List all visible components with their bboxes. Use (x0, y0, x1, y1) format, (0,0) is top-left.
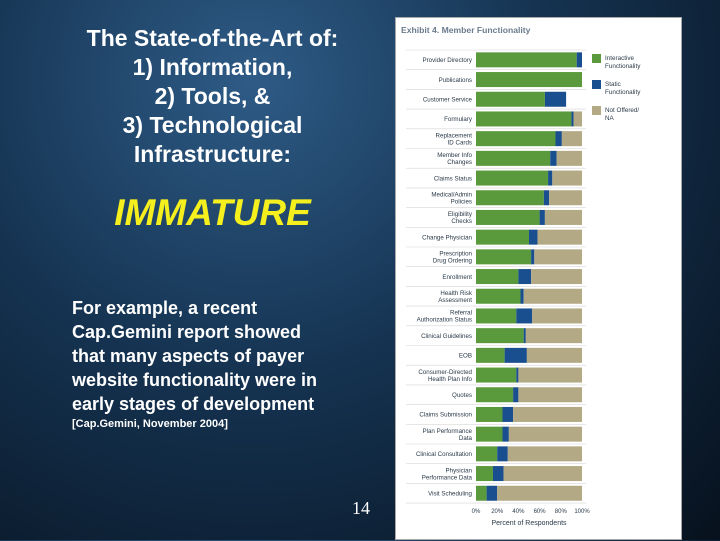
x-tick-label: 60% (533, 509, 546, 516)
bar-segment-interactive (476, 111, 571, 126)
legend-label: Functionality (605, 89, 641, 96)
category-label: Quotes (452, 391, 472, 399)
category-label: Member Info (437, 152, 472, 160)
title-line-4: 3) Technological (122, 112, 303, 138)
legend-label: NA (605, 115, 614, 122)
legend-swatch-interactive (592, 54, 601, 63)
member-functionality-chart (396, 18, 683, 541)
title-line-2: 1) Information, (132, 54, 293, 80)
bar-segment-interactive (476, 486, 487, 501)
bar-segment-not_offered (509, 427, 582, 442)
category-label: Publications (438, 76, 472, 84)
bar-segment-interactive (476, 427, 503, 442)
bar-segment-interactive (476, 190, 544, 205)
bar-segment-interactive (476, 328, 524, 343)
category-label: Medical/Admin (431, 191, 472, 199)
category-label: Enrollment (442, 273, 472, 281)
category-label: Consumer-Directed (418, 368, 472, 376)
bar-segment-not_offered (518, 387, 582, 402)
bar-segment-not_offered (574, 111, 582, 126)
category-label: Drug Ordering (432, 257, 472, 265)
category-label: Visit Scheduling (428, 490, 472, 498)
bar-segment-interactive (476, 446, 497, 461)
body-line-5: early stages of development (72, 394, 315, 414)
bar-segment-static (556, 131, 562, 146)
legend-label: Functionality (605, 63, 641, 70)
exhibit-panel (395, 17, 682, 540)
category-label: Claims Submission (419, 411, 472, 419)
slide-title (40, 24, 385, 169)
bar-segment-interactive (476, 368, 516, 383)
category-label: Physician (445, 467, 472, 475)
bar-segment-interactive (476, 387, 513, 402)
bar-segment-static (571, 111, 573, 126)
immature-headline: IMMATURE (114, 192, 311, 233)
bar-segment-interactive (476, 249, 531, 264)
bar-segment-interactive (476, 92, 545, 107)
bar-segment-not_offered (513, 407, 582, 422)
bar-segment-interactive (476, 407, 503, 422)
bar-segment-not_offered (504, 466, 582, 481)
category-label: Eligibility (447, 211, 472, 219)
category-label: Health Risk (440, 289, 472, 297)
bar-segment-not_offered (562, 131, 582, 146)
bar-segment-interactive (476, 348, 505, 363)
x-axis-label: Percent of Respondents (491, 520, 567, 528)
bar-segment-static (524, 328, 526, 343)
category-label: Replacement (435, 132, 472, 140)
category-label: Clinical Consultation (415, 451, 472, 459)
category-label: Authorization Status (416, 316, 472, 324)
body-line-2: Cap.Gemini report showed (72, 322, 302, 342)
bar-segment-not_offered (524, 289, 582, 304)
legend-swatch-static (592, 80, 601, 89)
body-text (72, 296, 372, 416)
bar-segment-interactive (476, 230, 529, 245)
category-label: Change Physician (422, 234, 472, 242)
body-line-3: that many aspects of payer (72, 346, 305, 366)
bar-segment-static (518, 269, 531, 284)
category-label: Customer Service (422, 96, 472, 104)
bar-segment-not_offered (537, 230, 582, 245)
bar-segment-not_offered (518, 368, 582, 383)
legend-swatch-not_offered (592, 106, 601, 115)
bar-segment-static (513, 387, 518, 402)
category-label: Formulary (444, 116, 472, 124)
category-label: Claims Status (433, 175, 472, 183)
bar-segment-not_offered (552, 171, 582, 186)
category-label: ID Cards (447, 139, 472, 147)
citation: [Cap.Gemini, November 2004] (72, 418, 228, 430)
bar-segment-static (550, 151, 556, 166)
bar-segment-static (544, 190, 549, 205)
bar-segment-not_offered (527, 348, 582, 363)
bar-segment-static (497, 446, 508, 461)
bar-segment-not_offered (508, 446, 582, 461)
x-tick-label: 80% (554, 509, 567, 516)
bar-segment-static (516, 308, 532, 323)
bar-segment-static (503, 407, 514, 422)
bar-segment-not_offered (549, 190, 582, 205)
bar-segment-not_offered (557, 151, 582, 166)
bar-segment-interactive (476, 210, 540, 225)
category-label: Plan Performance (422, 427, 472, 435)
title-line-3: 2) Tools, & (154, 83, 271, 109)
category-label: Checks (451, 218, 472, 226)
category-label: Data (458, 434, 472, 442)
category-label: Assessment (438, 296, 472, 304)
x-tick-label: 40% (512, 509, 525, 516)
title-line-1: The State-of-the-Art of: (86, 25, 339, 51)
bar-segment-not_offered (531, 269, 582, 284)
x-tick-label: 100% (574, 509, 590, 516)
bar-segment-static (503, 427, 509, 442)
bar-segment-not_offered (534, 249, 582, 264)
bar-segment-interactive (476, 171, 548, 186)
bar-segment-static (529, 230, 537, 245)
chart-title: Exhibit 4. Member Functionality (401, 25, 531, 35)
bar-segment-interactive (476, 269, 518, 284)
bar-segment-static (577, 52, 582, 67)
bar-segment-not_offered (532, 308, 582, 323)
bar-segment-static (487, 486, 498, 501)
bar-segment-static (516, 368, 518, 383)
legend-label: Interactive (605, 55, 635, 62)
bar-segment-interactive (476, 466, 493, 481)
page-number: 14 (352, 498, 370, 518)
category-label: Referral (449, 309, 472, 317)
x-tick-label: 0% (471, 509, 481, 516)
title-line-5: Infrastructure: (133, 141, 292, 167)
category-label: Changes (447, 159, 472, 167)
bar-segment-interactive (476, 72, 582, 87)
bar-segment-not_offered (526, 328, 582, 343)
legend-label: Static (605, 81, 621, 88)
bar-segment-static (493, 466, 504, 481)
bar-segment-not_offered (497, 486, 582, 501)
category-label: Clinical Guidelines (421, 332, 472, 340)
body-line-4: website functionality were in (72, 370, 318, 390)
bar-segment-interactive (476, 151, 550, 166)
bar-segment-interactive (476, 52, 577, 67)
bar-segment-static (531, 249, 534, 264)
category-label: Provider Directory (422, 57, 472, 65)
category-label: Policies (450, 198, 472, 206)
bar-segment-static (521, 289, 524, 304)
bar-segment-interactive (476, 308, 516, 323)
bar-segment-static (548, 171, 552, 186)
bar-segment-static (505, 348, 527, 363)
bar-segment-interactive (476, 289, 521, 304)
legend-label: Not Offered/ (605, 107, 640, 114)
bar-segment-static (540, 210, 545, 225)
body-line-1: For example, a recent (72, 298, 258, 318)
bar-segment-not_offered (545, 210, 582, 225)
bar-segment-static (545, 92, 566, 107)
category-label: EOB (458, 352, 472, 360)
category-label: Health Plan Info (427, 375, 472, 383)
bar-segment-interactive (476, 131, 556, 146)
category-label: Prescription (439, 250, 472, 258)
x-tick-label: 20% (491, 509, 504, 516)
category-label: Performance Data (421, 474, 472, 482)
